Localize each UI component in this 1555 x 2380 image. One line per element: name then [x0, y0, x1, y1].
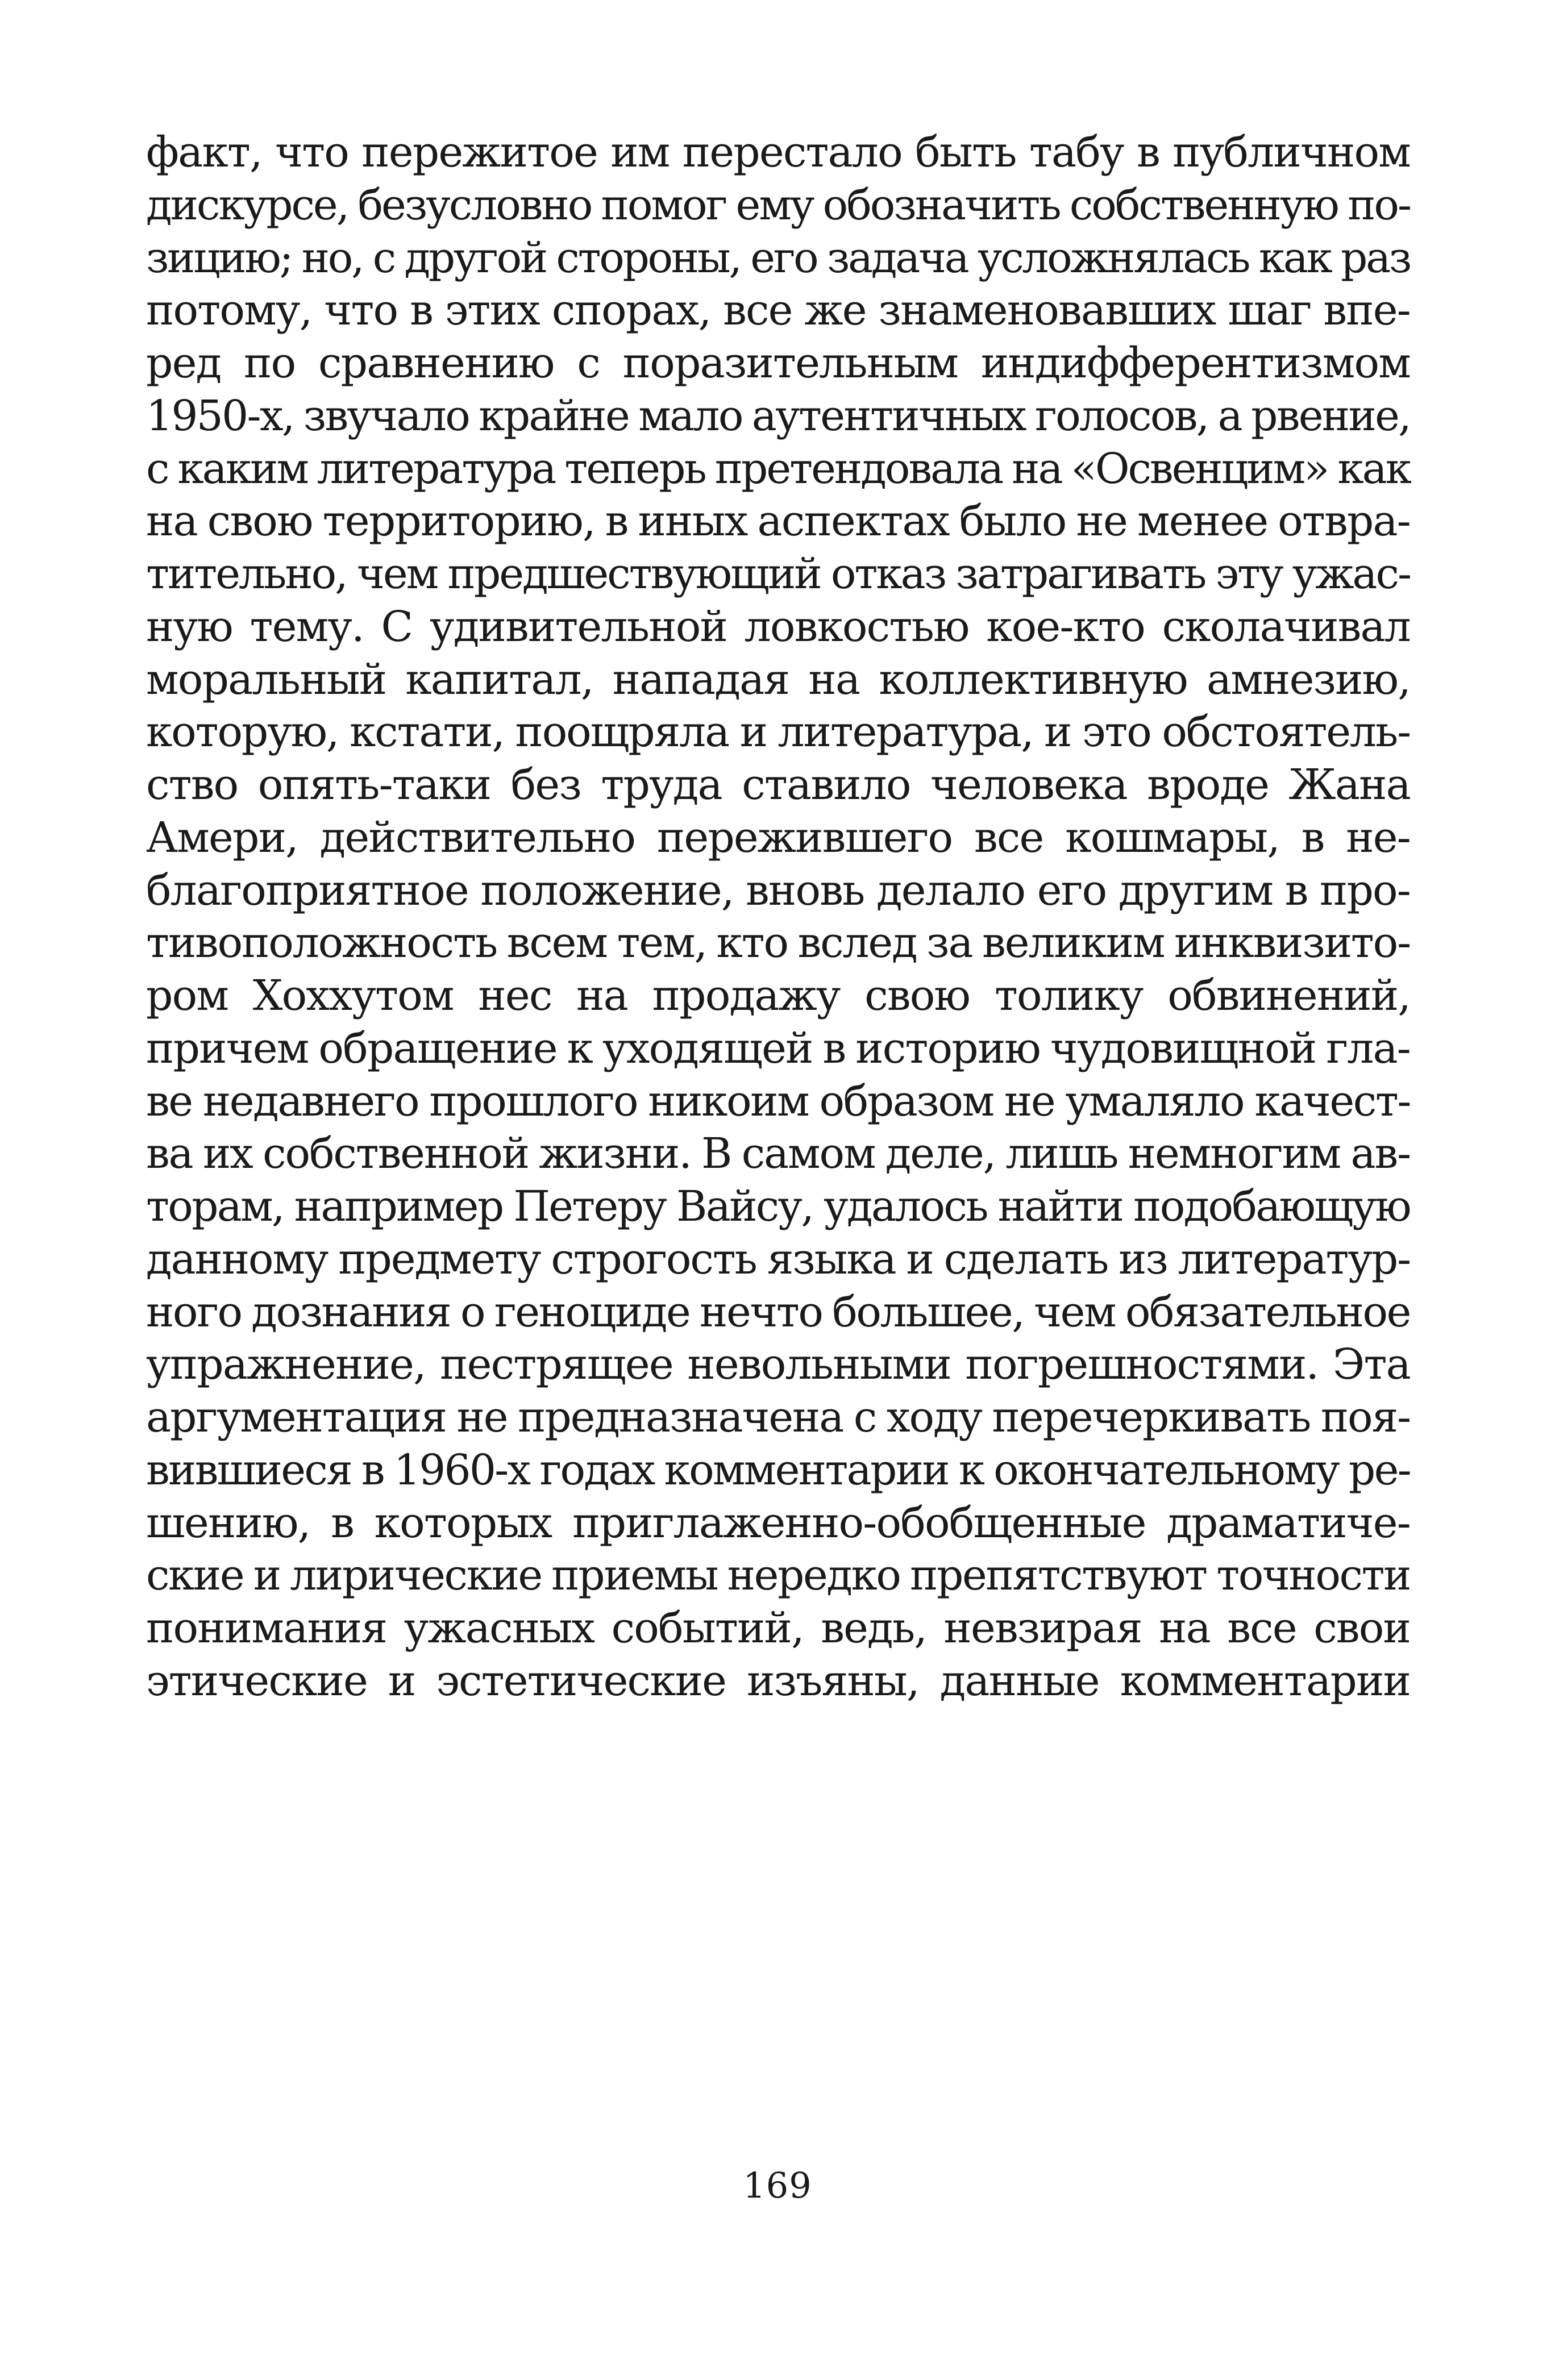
text-line: моральный капитал, нападая на коллективную амнезию,: [146, 655, 1410, 704]
text-line: Амери, действительно пережившего все кошмары, в не-: [146, 813, 1410, 862]
text-line: данному предмету строгость языка и сделать из литератур-: [146, 1234, 1410, 1284]
text-line: ва их собственной жизни. В самом деле, лишь немногим ав-: [146, 1129, 1410, 1179]
text-line: факт, что пережитое им перестало быть табу в публичном: [146, 128, 1410, 177]
text-line: дискурсе, безусловно помог ему обозначить собственную по-: [146, 180, 1410, 230]
text-line: ную тему. С удивительной ловкостью кое-кто сколачивал: [146, 602, 1410, 651]
text-line: понимания ужасных событий, ведь, невзирая на все свои: [146, 1604, 1410, 1653]
text-line: тительно, чем предшествующий отказ затрагивать эту ужас-: [146, 550, 1410, 598]
body-text: [146, 126, 1410, 1708]
text-line: причем обращение к уходящей в историю чудовищной гла-: [146, 1023, 1410, 1073]
text-line: торам, например Петеру Вайсу, удалось найти подобающую: [146, 1182, 1410, 1231]
text-line: ские и лирические приемы нередко препятствуют точности: [146, 1551, 1410, 1600]
text-line: этические и эстетические изъяны, данные комментарии: [146, 1656, 1410, 1705]
text-line: ред по сравнению с поразительным индифферентизмом: [146, 339, 1410, 388]
text-line: ве недавнего прошлого никоим образом не умаляло качест-: [146, 1076, 1410, 1126]
text-line: вившиеся в 1960-х годах комментарии к окончательному ре-: [146, 1445, 1410, 1495]
text-line: ного дознания о геноциде нечто большее, чем обязательное: [146, 1287, 1410, 1337]
text-line: зицию; но, с другой стороны, его задача усложнялась как раз: [146, 233, 1410, 282]
text-line: ство опять-таки без труда ставило человека вроде Жана: [146, 760, 1410, 809]
page-number: 169: [743, 2165, 812, 2206]
text-line: 1950-х, звучало крайне мало аутентичных голосов, а рвение,: [146, 391, 1410, 440]
text-line: которую, кстати, поощряла и литература, и это обстоятель-: [146, 708, 1410, 757]
text-line: с каким литература теперь претендовала на «Освенцим» как: [146, 444, 1410, 493]
text-line: тивоположность всем тем, кто вслед за великим инквизито-: [146, 918, 1410, 968]
text-line: упражнение, пестрящее невольными погрешностями. Эта: [146, 1340, 1410, 1389]
text-line: шению, в которых приглаженно-обобщенные драматиче-: [146, 1498, 1410, 1547]
text-line: благоприятное положение, вновь делало его другим в про-: [146, 866, 1410, 915]
text-line: на свою территорию, в иных аспектах было не менее отвра-: [146, 497, 1410, 546]
text-line: потому, что в этих спорах, все же знаменовавших шаг впе-: [146, 286, 1410, 335]
text-line: ром Хоххутом нес на продажу свою толику обвинений,: [146, 971, 1410, 1020]
text-line: аргументация не предназначена с ходу перечеркивать поя-: [146, 1393, 1410, 1442]
